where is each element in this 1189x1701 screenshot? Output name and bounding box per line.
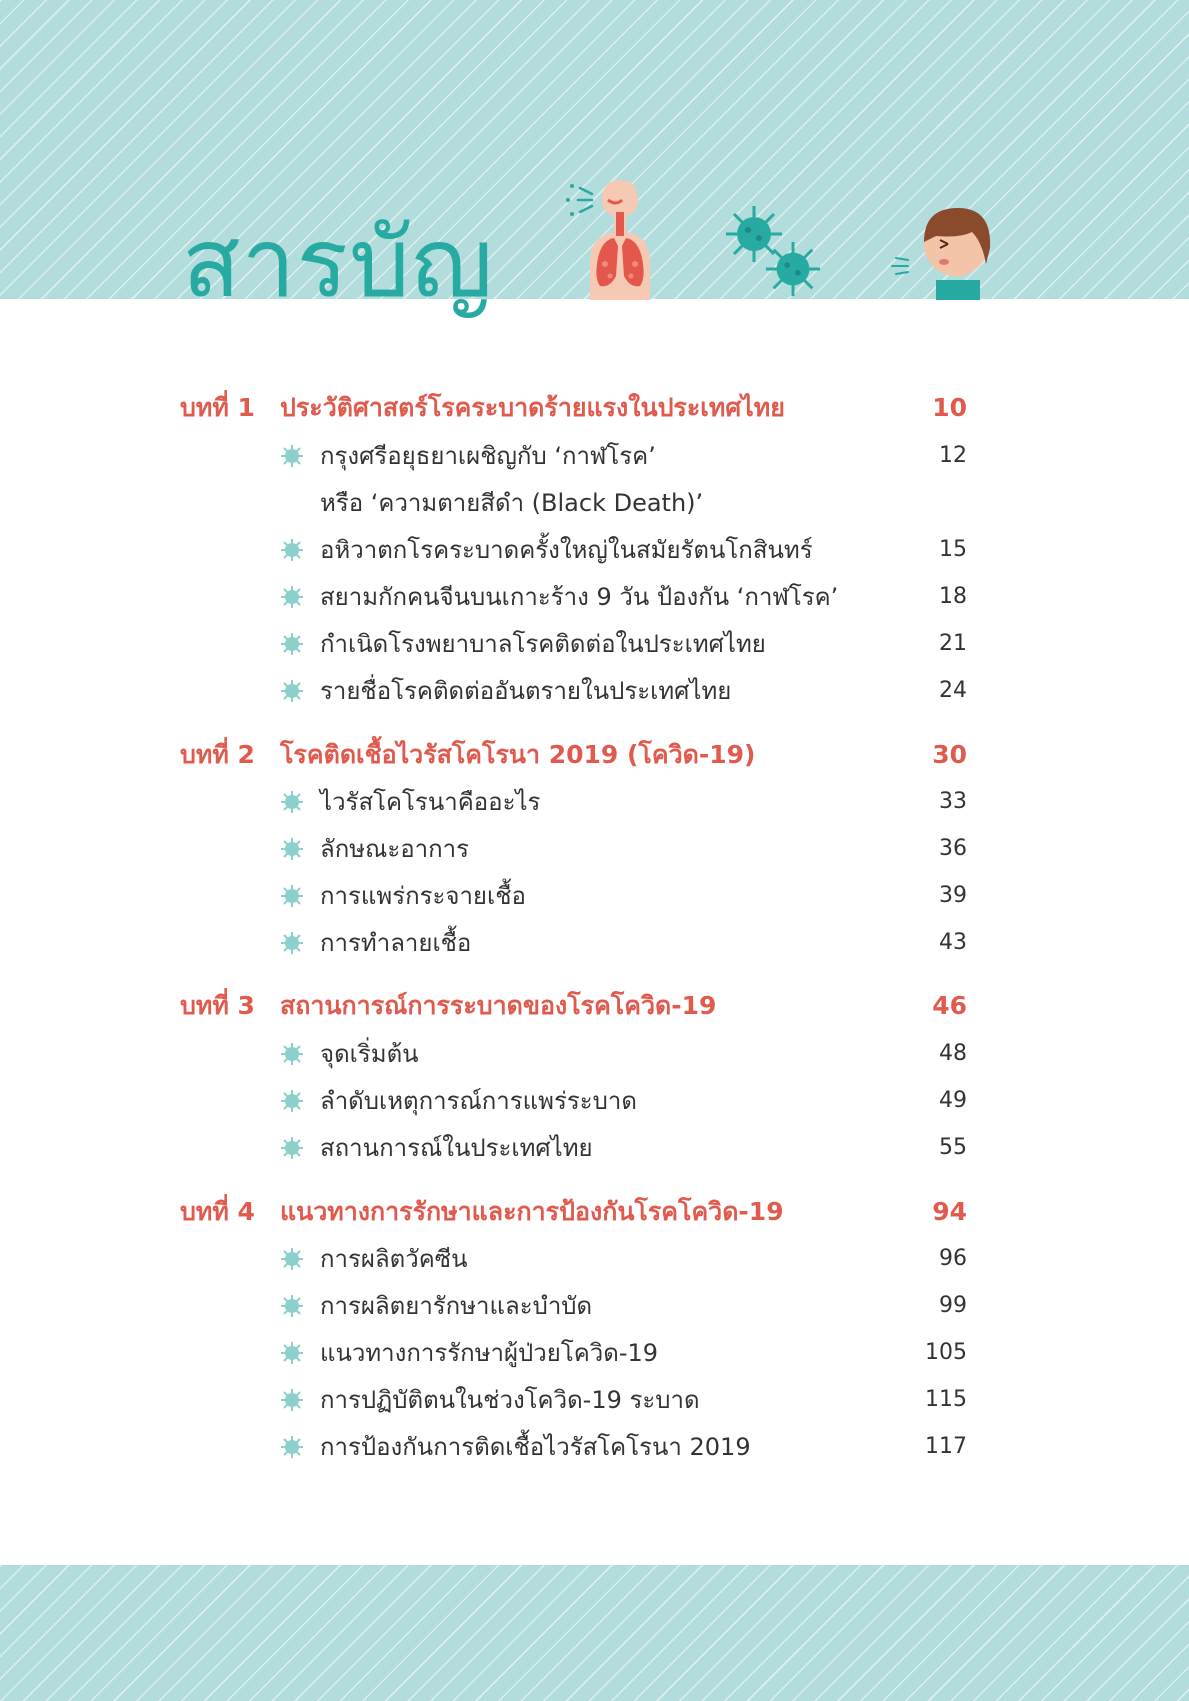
toc-entry-title: ลำดับเหตุการณ์การแพร่ระบาด [320, 1087, 637, 1115]
toc-entry-page-number: 39 [939, 883, 967, 908]
virus-bullet-icon [280, 632, 304, 656]
virus-bullet-icon [280, 444, 304, 468]
toc-entry-title: การทำลายเชื้อ [320, 929, 472, 957]
toc-entry-title: การปฏิบัติตนในช่วงโควิด-19 ระบาด [320, 1386, 700, 1414]
chapter-label: บทที่ 2 [180, 740, 255, 769]
virus-bullet-icon [280, 1089, 304, 1113]
toc-entry-title: ไวรัสโคโรนาคืออะไร [320, 788, 541, 816]
chapter-row[interactable] [0, 986, 1189, 1026]
toc-entry-page-number: 43 [939, 930, 967, 955]
toc-entry[interactable] [0, 923, 1189, 963]
virus-bullet-icon [280, 1042, 304, 1066]
toc-entry-title: แนวทางการรักษาผู้ป่วยโควิด-19 [320, 1339, 659, 1367]
toc-entry[interactable] [0, 671, 1189, 711]
chapter-title: ประวัติศาสตร์โรคระบาดร้ายแรงในประเทศไทย [280, 393, 785, 422]
toc-entry-page-number: 115 [925, 1387, 967, 1412]
chapter-label: บทที่ 1 [180, 393, 255, 422]
virus-bullet-icon [280, 884, 304, 908]
chapter-row[interactable] [0, 735, 1189, 775]
toc-entry[interactable] [0, 530, 1189, 570]
toc-entry-page-number: 24 [939, 678, 967, 703]
toc-entry[interactable] [0, 782, 1189, 822]
toc-entry-title: การผลิตยารักษาและบำบัด [320, 1292, 593, 1320]
toc-entry-title: การแพร่กระจายเชื้อ [320, 882, 526, 910]
virus-bullet-icon [280, 1247, 304, 1271]
toc-entry[interactable] [0, 624, 1189, 664]
chapter-title: โรคติดเชื้อไวรัสโคโรนา 2019 (โควิด-19) [280, 740, 756, 769]
toc-entry-page-number: 12 [939, 443, 967, 468]
toc-entry[interactable] [0, 1239, 1189, 1279]
chapter-title: สถานการณ์การระบาดของโรคโควิด-19 [280, 991, 717, 1020]
virus-bullet-icon [280, 538, 304, 562]
toc-entry-title: กำเนิดโรงพยาบาลโรคติดต่อในประเทศไทย [320, 630, 766, 658]
toc-entry[interactable] [0, 1333, 1189, 1373]
virus-bullet-icon [280, 1294, 304, 1318]
toc-entry[interactable] [0, 876, 1189, 916]
virus-bullet-icon [280, 837, 304, 861]
chapter-title: แนวทางการรักษาและการป้องกันโรคโควิด-19 [280, 1197, 784, 1226]
toc-entry[interactable] [0, 829, 1189, 869]
toc-entry[interactable] [0, 1380, 1189, 1420]
toc-entry[interactable] [0, 577, 1189, 617]
toc-entry[interactable] [0, 1034, 1189, 1074]
toc-entry[interactable] [0, 1081, 1189, 1121]
chapter-label: บทที่ 4 [180, 1197, 255, 1226]
toc-entry-title: สถานการณ์ในประเทศไทย [320, 1134, 593, 1162]
toc-entry-page-number: 15 [939, 537, 967, 562]
virus-bullet-icon [280, 1435, 304, 1459]
toc-entry-page-number: 117 [925, 1434, 967, 1459]
virus-bullet-icon [280, 1341, 304, 1365]
toc-entry-page-number: 36 [939, 836, 967, 861]
toc-entry-page-number: 21 [939, 631, 967, 656]
virus-bullet-icon [280, 679, 304, 703]
toc-entry-title: จุดเริ่มต้น [320, 1040, 419, 1068]
toc-entry[interactable] [0, 483, 1189, 523]
toc-entry[interactable] [0, 1128, 1189, 1168]
toc-entry-page-number: 99 [939, 1293, 967, 1318]
toc-entry-page-number: 48 [939, 1041, 967, 1066]
toc-entry-title: ลักษณะอาการ [320, 835, 470, 863]
toc-entry[interactable] [0, 1286, 1189, 1326]
virus-bullet-icon [280, 931, 304, 955]
page-title: สารบัญ [182, 207, 494, 319]
toc-entry-title: สยามกักคนจีนบนเกาะร้าง 9 วัน ป้องกัน ‘กาฬโรค’ [320, 583, 839, 611]
toc-entry-page-number: 49 [939, 1088, 967, 1113]
toc-entry-title: หรือ ‘ความตายสีดำ (Black Death)’ [320, 489, 704, 517]
toc-entry-page-number: 55 [939, 1135, 967, 1160]
toc-entry-page-number: 33 [939, 789, 967, 814]
toc-entry-title: อหิวาตกโรคระบาดครั้งใหญ่ในสมัยรัตนโกสินทร์ [320, 536, 813, 564]
virus-bullet-icon [280, 1388, 304, 1412]
toc-entry-title: กรุงศรีอยุธยาเผชิญกับ ‘กาฬโรค’ [320, 442, 656, 470]
chapter-page-number: 46 [932, 991, 967, 1020]
chapter-page-number: 30 [932, 740, 967, 769]
toc-entry-title: การผลิตวัคซีน [320, 1245, 468, 1273]
chapter-page-number: 10 [932, 393, 967, 422]
toc-entry-page-number: 96 [939, 1246, 967, 1271]
toc-entry-title: การป้องกันการติดเชื้อไวรัสโคโรนา 2019 [320, 1433, 751, 1461]
toc-entry-title: รายชื่อโรคติดต่ออันตรายในประเทศไทย [320, 677, 732, 705]
virus-bullet-icon [280, 1136, 304, 1160]
toc-entry-page-number: 105 [925, 1340, 967, 1365]
chapter-row[interactable] [0, 388, 1189, 428]
virus-bullet-icon [280, 585, 304, 609]
virus-bullet-icon [280, 790, 304, 814]
toc-entry[interactable] [0, 436, 1189, 476]
chapter-label: บทที่ 3 [180, 991, 255, 1020]
chapter-row[interactable] [0, 1192, 1189, 1232]
toc-entry-page-number: 18 [939, 584, 967, 609]
chapter-page-number: 94 [932, 1197, 967, 1226]
toc-entry[interactable] [0, 1427, 1189, 1467]
